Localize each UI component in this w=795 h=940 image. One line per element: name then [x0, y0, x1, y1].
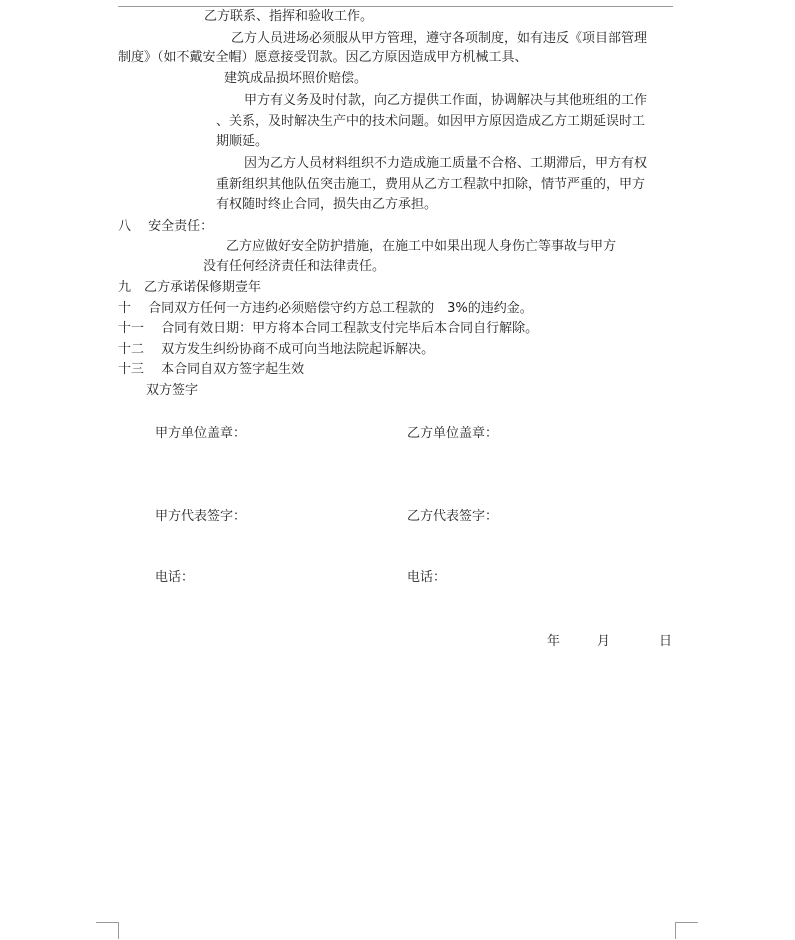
clause-line-8: 因为乙方人员材料组织不力造成施工质量不合格、工期滞后，甲方有权	[244, 156, 648, 171]
party-b-phone-label: 电话：	[407, 570, 447, 585]
clause-line-9: 重新组织其他队伍突击施工，费用从乙方工程款中扣除，情节严重的，甲方	[216, 177, 646, 192]
item-13: 十三 本合同自双方签字起生效	[118, 362, 305, 377]
crop-mark-bottom-left	[96, 922, 119, 939]
party-b-seal-label: 乙方单位盖章：	[407, 426, 499, 441]
sign-intro: 双方签字	[146, 383, 199, 398]
party-a-rep-label: 甲方代表签字：	[155, 509, 247, 524]
item-8-line-2: 没有任何经济责任和法律责任。	[203, 259, 386, 274]
party-a-seal-label: 甲方单位盖章：	[155, 426, 247, 441]
clause-line-4: 建筑成品损坏照价赔偿。	[224, 71, 368, 86]
clause-line-2: 乙方人员进场必须服从甲方管理，遵守各项制度，如有违反《项目部管理	[231, 31, 648, 46]
item-10: 十 合同双方任何一方违约必须赔偿守约方总工程款的 3%的违约金。	[118, 301, 533, 316]
date-year: 年	[547, 634, 561, 649]
top-margin-rule	[118, 6, 673, 7]
date-month: 月	[597, 634, 611, 649]
item-8-line-1: 乙方应做好安全防护措施，在施工中如果出现人身伤亡等事故与甲方	[226, 239, 617, 254]
clause-line-7: 期顺延。	[216, 134, 269, 149]
clause-line-3: 制度》（如不戴安全帽）愿意接受罚款。因乙方原因造成甲方机械工具、	[118, 50, 528, 65]
date-day: 日	[659, 634, 673, 649]
party-a-phone-label: 电话：	[155, 570, 195, 585]
crop-mark-bottom-right	[675, 922, 698, 939]
item-8-heading: 八 安全责任：	[118, 219, 214, 234]
clause-line-6: 、关系，及时解决生产中的技术问题。如因甲方原因造成乙方工期延误时工	[216, 114, 646, 129]
clause-line-5: 甲方有义务及时付款，向乙方提供工作面，协调解决与其他班组的工作	[244, 93, 648, 108]
clause-line-1: 乙方联系、指挥和验收工作。	[204, 9, 374, 24]
item-9: 九 乙方承诺保修期壹年	[118, 280, 262, 295]
party-b-rep-label: 乙方代表签字：	[407, 509, 499, 524]
item-12: 十二 双方发生纠纷协商不成可向当地法院起诉解决。	[118, 342, 435, 357]
item-11: 十一 合同有效日期：甲方将本合同工程款支付完毕后本合同自行解除。	[118, 321, 539, 336]
clause-line-10: 有权随时终止合同，损失由乙方承担。	[216, 197, 438, 212]
